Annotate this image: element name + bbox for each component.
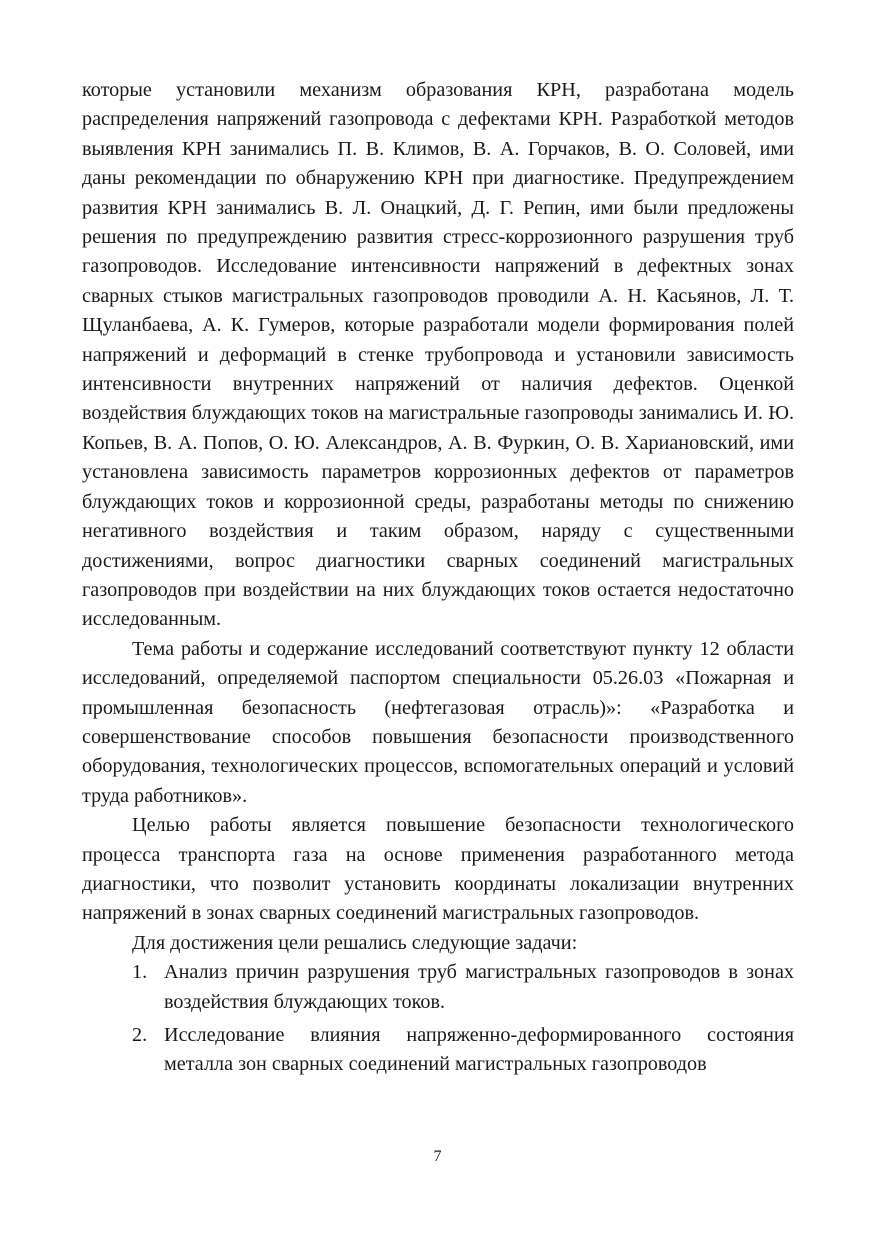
list-item-number: 1. — [132, 961, 148, 984]
paragraph-literature-review: которые установили механизм образования КРН, разработана модель распределения напряжений газопровода с дефектами КРН. Разработкой методов выявления КРН занимались П. В. Климов, В. А. Горчаков, В. О. Соловей, ими даны рекомендации по обнаружению КРН при диагностике. Предупреждением развития КРН занимались В. Л. Онацкий, Д. Г. Репин, ими были предложены решения по предупреждению развития стресс-коррозионного разрушения труб газопроводов. Исследование интенсивности напряжений в дефектных зонах сварных стыков магистральных газопроводов проводили А. Н. Касьянов, Л. Т. Щуланбаева, А. К. Гумеров, которые разработали модели формирования полей напряжений и деформаций в стенке трубопровода и установили зависимость интенсивности внутренних напряжений от наличия дефектов. Оценкой воздействия блуждающих токов на магистральные газопроводы занимались И. Ю. Копьев, В. А. Попов, О. Ю. Александров, А. В. Фуркин, О. В. Хариановский, ими установлена зависимость параметров коррозионных дефектов от параметров блуждающих токов и коррозионной среды, разработаны методы по снижению негативного воздействия и таким образом, наряду с существенными достижениями, вопрос диагностики сварных соединений магистральных газопроводов при воздействии на них блуждающих токов остается недостаточно исследованным. — [82, 79, 794, 631]
paragraph-goal: Целью работы является повышение безопасности технологического процесса транспорта газа на основе применения разработанного метода диагностики, что позволит установить координаты локализации внутренних напряжений в зонах сварных соединений магистральных газопроводов. — [82, 814, 794, 925]
paragraph-topic-relevance: Тема работы и содержание исследований соответствуют пункту 12 области исследований, определяемой паспортом специальности 05.26.03 «Пожарная и промышленная безопасность (нефтегазовая отрасль)»: «Разработка и совершенствование способов повышения безопасности производственного оборудования, технологических процессов, вспомогательных операций и условий труда работников». — [82, 637, 794, 807]
list-item-text: Исследование влияния напряженно-деформированного состояния металла зон сварных соединений магистральных газопроводов — [164, 1024, 794, 1076]
list-item — [82, 1021, 794, 1080]
page-number: 7 — [433, 1148, 442, 1165]
tasks-list — [82, 958, 794, 1080]
list-item-number: 2. — [132, 1024, 148, 1046]
paragraph-tasks-intro: Для достижения цели решались следующие задачи: — [132, 931, 578, 954]
document-page — [82, 76, 794, 1084]
list-item — [82, 958, 794, 1017]
list-item-text: Анализ причин разрушения труб магистральных газопроводов в зонах воздействия блуждающих токов. — [164, 961, 794, 1013]
